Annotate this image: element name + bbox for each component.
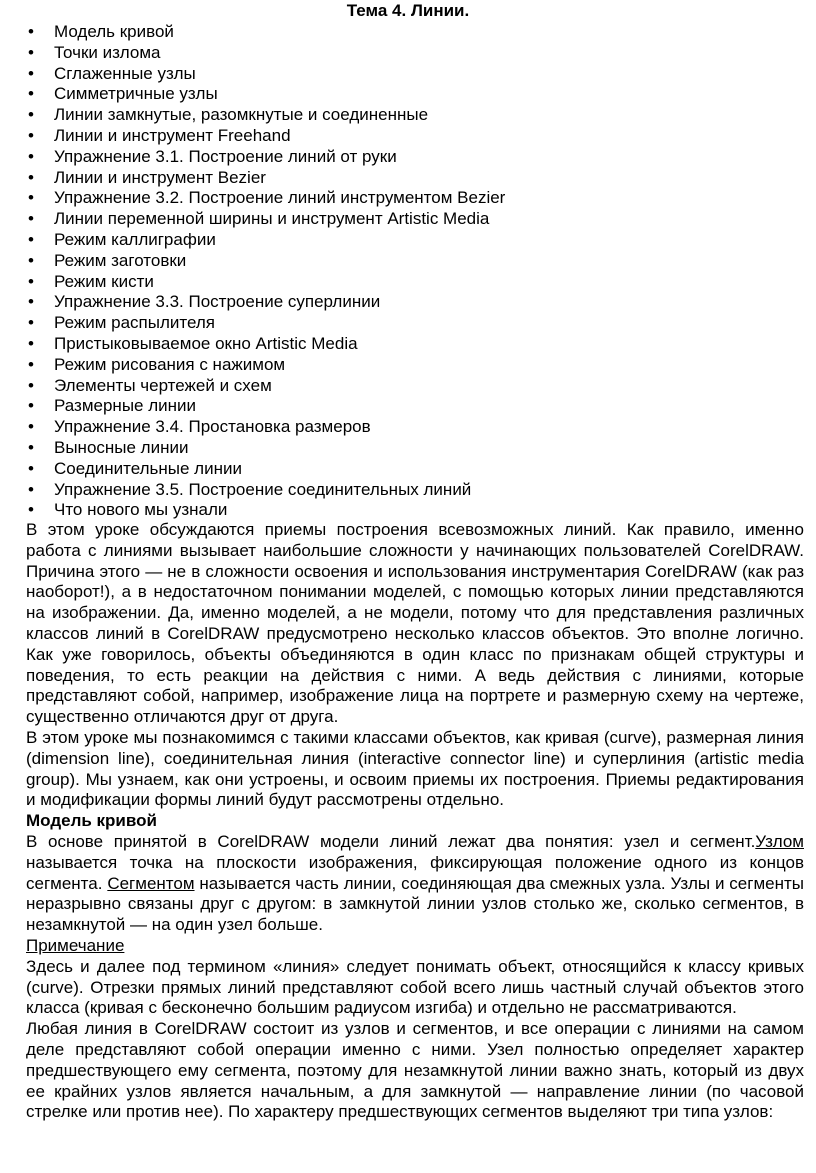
list-item: • Пристыковываемое окно Artistic Media (0, 334, 505, 355)
list-item: • Выносные линии (0, 438, 505, 459)
page-title: Тема 4. Линии. (346, 1, 470, 20)
nodes-paragraph (26, 1019, 804, 1123)
list-item: • Сглаженные узлы (0, 64, 505, 85)
list-item: • Линии и инструмент Freehand (0, 126, 505, 147)
list-item: • Режим рисования с нажимом (0, 355, 505, 376)
list-item: • Режим распылителя (0, 313, 505, 334)
model-paragraph-text-b: называется точка на плоскости изображения, фиксирующая положение одного из концов сегмента. (26, 852, 804, 893)
model-paragraph-text-c: называется часть линии, соединяющая два смежных узла. Узлы и сегменты неразрывно связаны друг с другом: в замкнутой линии узлов столько же, сколько сегментов, в незамкнутой — на один узел больше. (26, 873, 805, 935)
list-item: • Упражнение 3.3. Построение суперлинии (0, 292, 505, 313)
note-paragraph (26, 957, 804, 1019)
list-item: • Модель кривой (0, 22, 505, 43)
list-item: • Точки излома (0, 43, 505, 64)
list-item: • Упражнение 3.1. Построение линий от руки (0, 147, 505, 168)
note-paragraph-text: Здесь и далее под термином «линия» следует понимать объект, относящийся к классу кривых (curve). Отрезки прямых линий представляют собой всего лишь частный случай объектов этого класса (кривая с бесконечно большим радиусом изгиба) и отдельно не рассматриваются. (26, 956, 804, 1018)
list-item: • Линии замкнутые, разомкнутые и соединенные (0, 105, 505, 126)
list-item: • Упражнение 3.5. Построение соединительных линий (0, 480, 505, 501)
classes-paragraph-text: В этом уроке мы познакомимся с такими классами объектов, как кривая (curve), размерная линия (dimension line), соединительная линия (interactive connector line) и суперлиния (artistic media group). Мы узнаем, как они устроены, и освоим приемы их построения. Приемы редактирования и модификации формы линий будут рассмотрены отдельно. (26, 727, 804, 810)
list-item: • Упражнение 3.2. Построение линий инструментом Bezier (0, 188, 505, 209)
model-paragraph-text-a: В основе принятой в CorelDRAW модели линий лежат два понятия: узел и сегмент. (26, 831, 756, 851)
section-heading-model: Модель кривой (26, 811, 157, 831)
list-item: • Линии переменной ширины и инструмент Artistic Media (0, 209, 505, 230)
list-item: • Режим кисти (0, 272, 505, 293)
list-item: • Линии и инструмент Bezier (0, 168, 505, 189)
list-item: • Элементы чертежей и схем (0, 376, 505, 397)
classes-paragraph (26, 728, 804, 811)
note-label: Примечание (26, 935, 125, 955)
list-item: • Упражнение 3.4. Простановка размеров (0, 417, 505, 438)
model-paragraph (26, 832, 804, 936)
list-item: • Режим каллиграфии (0, 230, 505, 251)
list-item: • Размерные линии (0, 396, 505, 417)
intro-paragraph-text: В этом уроке обсуждаются приемы построения всевозможных линий. Как правило, именно работа с линиями вызывает наибольшие сложности у начинающих пользователей CorelDRAW. Причина этого — не в сложности освоения и использования инструментария CorelDRAW (как раз наоборот!), а в недостаточном понимании моделей, с помощью которых линии представляются на изображении. Да, именно моделей, а не модели, потому что для представления различных классов линий в CorelDRAW предусмотрено несколько классов объектов. Это вполне логично. Как уже говорилось, объекты объединяются в один класс по признакам общей структуры и поведения, то есть реакции на действия с ними. А ведь действия с линиями, которые представляют собой, например, изображение лица на портрете и размерную схему на чертеже, существенно отличаются друг от друга. (26, 520, 804, 727)
topic-list (0, 22, 505, 521)
list-item: • Режим заготовки (0, 251, 505, 272)
term-node: Узлом (755, 831, 804, 851)
document-body (26, 520, 804, 1123)
intro-paragraph (26, 520, 804, 728)
list-item: • Соединительные линии (0, 459, 505, 480)
term-segment: Сегментом (107, 873, 195, 893)
nodes-paragraph-text: Любая линия в CorelDRAW состоит из узлов и сегментов, и все операции с линиями на самом деле представляют собой операции именно с ними. Узел полностью определяет характер предшествующего ему сегмента, поэтому для незамкнутой линии важно знать, который из двух ее крайних узлов является начальным, а для замкнутой — направление линии (по часовой стрелке или против нее). По характеру предшествующих сегментов выделяют три типа узлов: (26, 1019, 804, 1122)
list-item: • Симметричные узлы (0, 84, 505, 105)
list-item: • Что нового мы узнали (0, 500, 505, 521)
